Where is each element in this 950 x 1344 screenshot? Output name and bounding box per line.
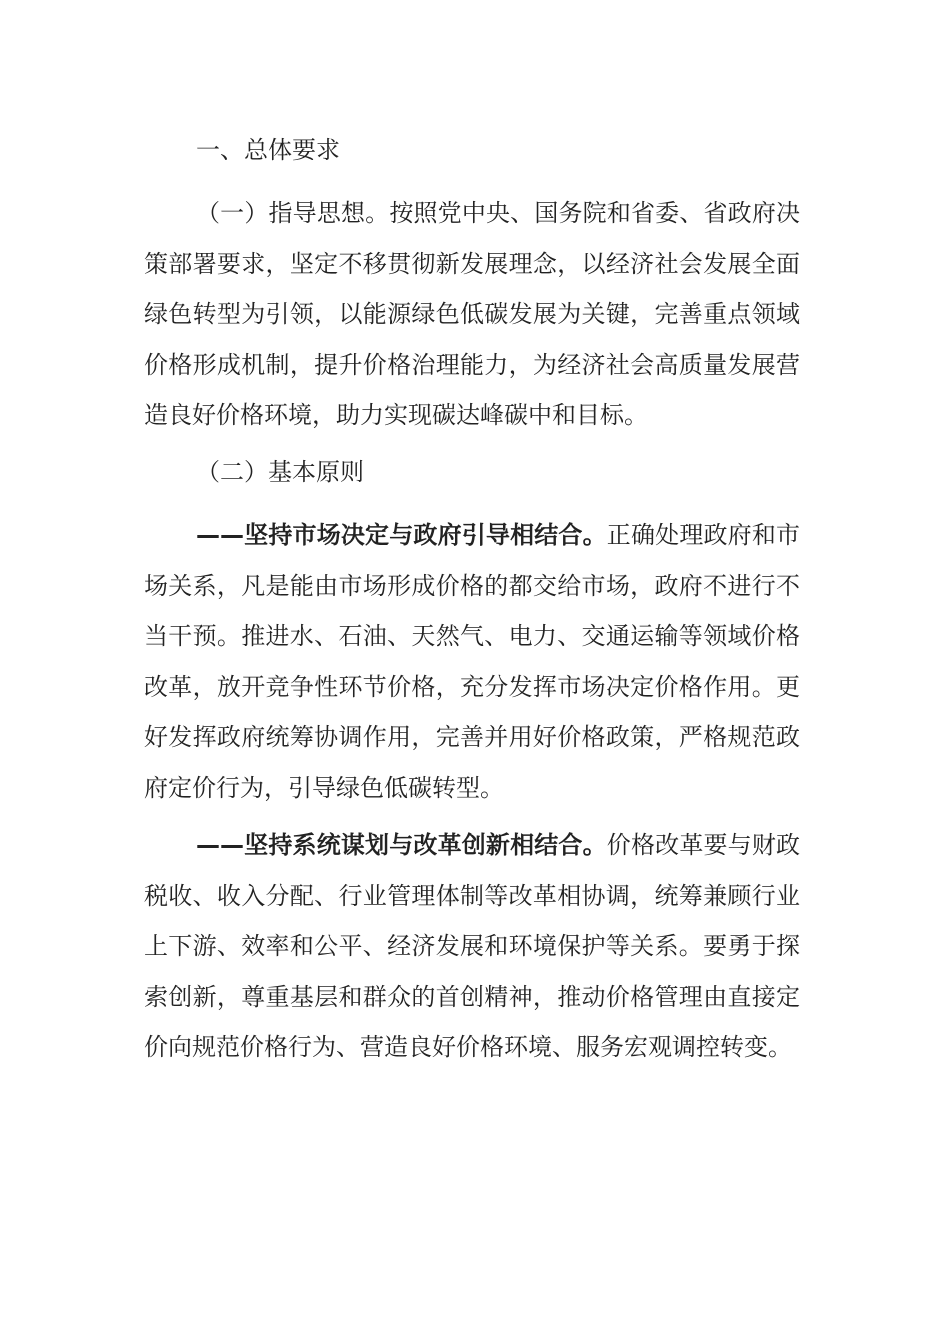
principle-title-market-government: ——坚持市场决定与政府引导相结合。 bbox=[196, 521, 607, 549]
principle-body-systematic-innovation: 价格改革要与财政税收、收入分配、行业管理体制等改革相协调，统筹兼顾行业上下游、效率和公平、经济发展和环境保护等关系。要勇于探索创新，尊重基层和群众的首创精神，推动价格管理由直接定价向规范价格行为、营造良好价格环境、服务宏观调控转变。 bbox=[144, 831, 801, 1061]
subsection-heading-basic-principles: （二）基本原则 bbox=[196, 458, 364, 486]
principle-body-market-government: 正确处理政府和市场关系，凡是能由市场形成价格的都交给市场，政府不进行不当干预。推进水、石油、天然气、电力、交通运输等领域价格改革，放开竞争性环节价格，充分发挥市场决定价格作用。更好发挥政府统筹协调作用，完善并用好价格政策，严格规范政府定价行为，引导绿色低碳转型。 bbox=[144, 521, 801, 802]
paragraph-principle-market-government bbox=[144, 510, 800, 813]
paragraph-principle-systematic-innovation bbox=[144, 820, 800, 1073]
paragraph-guiding-ideology: （一）指导思想。按照党中央、国务院和省委、省政府决策部署要求，坚定不移贯彻新发展理念，以经济社会发展全面绿色转型为引领，以能源绿色低碳发展为关键，完善重点领域价格形成机制，提升价格治理能力，为经济社会高质量发展营造良好价格环境，助力实现碳达峰碳中和目标。 bbox=[144, 199, 800, 429]
principle-title-systematic-innovation: ——坚持系统谋划与改革创新相结合。 bbox=[196, 831, 607, 859]
section-heading-general-requirements: 一、总体要求 bbox=[196, 136, 340, 164]
